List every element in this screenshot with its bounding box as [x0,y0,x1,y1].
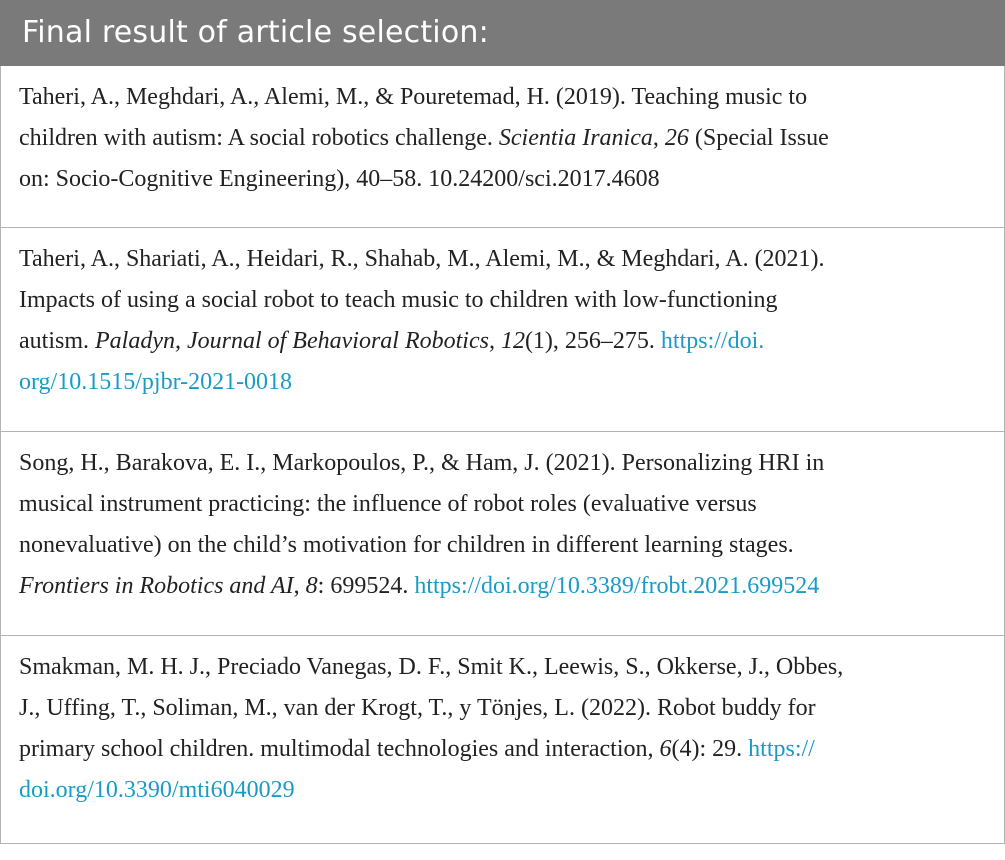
reference-text-line: on: Socio-Cognitive Engineering), 40–58. 10.24200/sci.2017.4608 [19,166,660,192]
doi-link[interactable]: https:// [748,736,815,762]
reference-text-line: Frontiers in Robotics and AI, 8: 699524. https://doi.org/10.3389/frobt.2021.699524 [19,573,820,599]
reference-text-line: Impacts of using a social robot to teach music to children with low-functioning [19,287,778,313]
reference-text-line: Song, H., Barakova, E. I., Markopoulos, P., & Ham, J. (2021). Personalizing HRI in [19,450,825,476]
reference-text-line: primary school children. multimodal technologies and interaction, 6(4): 29. https:// [19,736,815,762]
table-row [0,432,1005,636]
reference-text-line: nonevaluative) on the child’s motivation for children in different learning stages. [19,532,794,558]
doi-link[interactable]: doi.org/10.3390/mti6040029 [19,777,295,803]
reference-entry [19,238,990,399]
reference-text-line [19,365,990,399]
reference-text-line: musical instrument practicing: the influence of robot roles (evaluative versus [19,491,757,517]
reference-text-line: autism. Paladyn, Journal of Behavioral Robotics, 12(1), 256–275. https://doi. [19,328,765,354]
journal-name: Scientia Iranica [498,125,653,151]
table-row [0,228,1005,432]
volume-number: 26 [664,125,689,151]
reference-text-line: J., Uffing, T., Soliman, M., van der Krogt, T., y Tönjes, L. (2022). Robot buddy for [19,695,816,721]
table-row [0,636,1005,844]
reference-text-line [19,773,990,807]
table-header-title: Final result of article selection: [0,0,1005,66]
reference-text-line: children with autism: A social robotics challenge. Scientia Iranica, 26 (Special Issue [19,125,829,151]
reference-entry [19,646,990,807]
volume-number: 6 [659,736,672,762]
doi-link[interactable]: https://doi. [660,328,765,354]
journal-name: Frontiers in Robotics and AI [19,573,294,599]
doi-link[interactable]: org/10.1515/pjbr-2021-0018 [19,369,293,395]
reference-entry [19,76,990,196]
reference-text-line: Taheri, A., Meghdari, A., Alemi, M., & Pouretemad, H. (2019). Teaching music to [19,84,808,110]
reference-text-line: Taheri, A., Shariati, A., Heidari, R., Shahab, M., Alemi, M., & Meghdari, A. (2021). [19,246,825,272]
reference-entry [19,442,990,603]
reference-text-line: Smakman, M. H. J., Preciado Vanegas, D. F., Smit K., Leewis, S., Okkerse, J., Obbes, [19,654,844,680]
table-row [0,66,1005,228]
volume-number: 8 [305,573,318,599]
journal-name: Paladyn, Journal of Behavioral Robotics, 12 [95,328,525,354]
doi-link[interactable]: https://doi.org/10.3389/frobt.2021.699524 [414,573,820,599]
